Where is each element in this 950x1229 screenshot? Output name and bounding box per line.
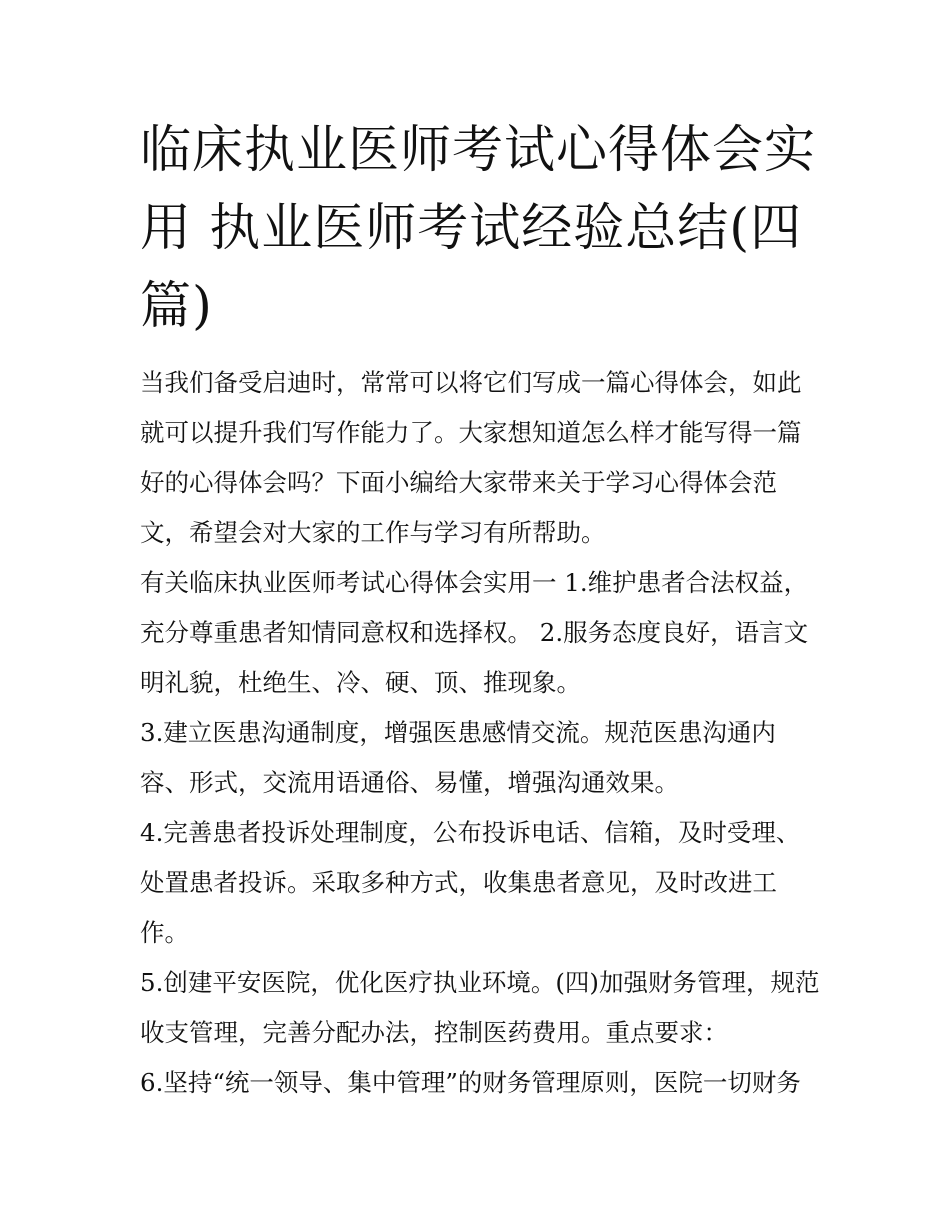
paragraph-item-1-2: 有关临床执业医师考试心得体会实用一 1.维护患者合法权益，充分尊重患者知情同意权和选择权。 2.服务态度良好，语言文明礼貌，杜绝生、冷、硬、顶、推现象。: [140, 568, 809, 697]
document-title: 临床执业医师考试心得体会实用 执业医师考试经验总结(四篇): [140, 121, 817, 336]
paragraph-item-4: 4.完善患者投诉处理制度，公布投诉电话、信箱，及时受理、处置患者投诉。采取多种方式，收集患者意见，及时改进工作。: [140, 818, 801, 947]
document-body: [140, 358, 820, 1108]
paragraph-item-3: 3.建立医患沟通制度，增强医患感情交流。规范医患沟通内容、形式，交流用语通俗、易懂，增强沟通效果。: [140, 718, 776, 797]
paragraph-item-6: 6.坚持“统一领导、集中管理”的财务管理原则，医院一切财务: [140, 1068, 801, 1097]
paragraph-item-5: 5.创建平安医院，优化医疗执业环境。(四)加强财务管理，规范收支管理，完善分配办法，控制医药费用。重点要求：: [140, 968, 820, 1047]
paragraph-intro: 当我们备受启迪时，常常可以将它们写成一篇心得体会，如此就可以提升我们写作能力了。大家想知道怎么样才能写得一篇好的心得体会吗？下面小编给大家带来关于学习心得体会范文，希望会对大家的工作与学习有所帮助。: [140, 368, 802, 547]
